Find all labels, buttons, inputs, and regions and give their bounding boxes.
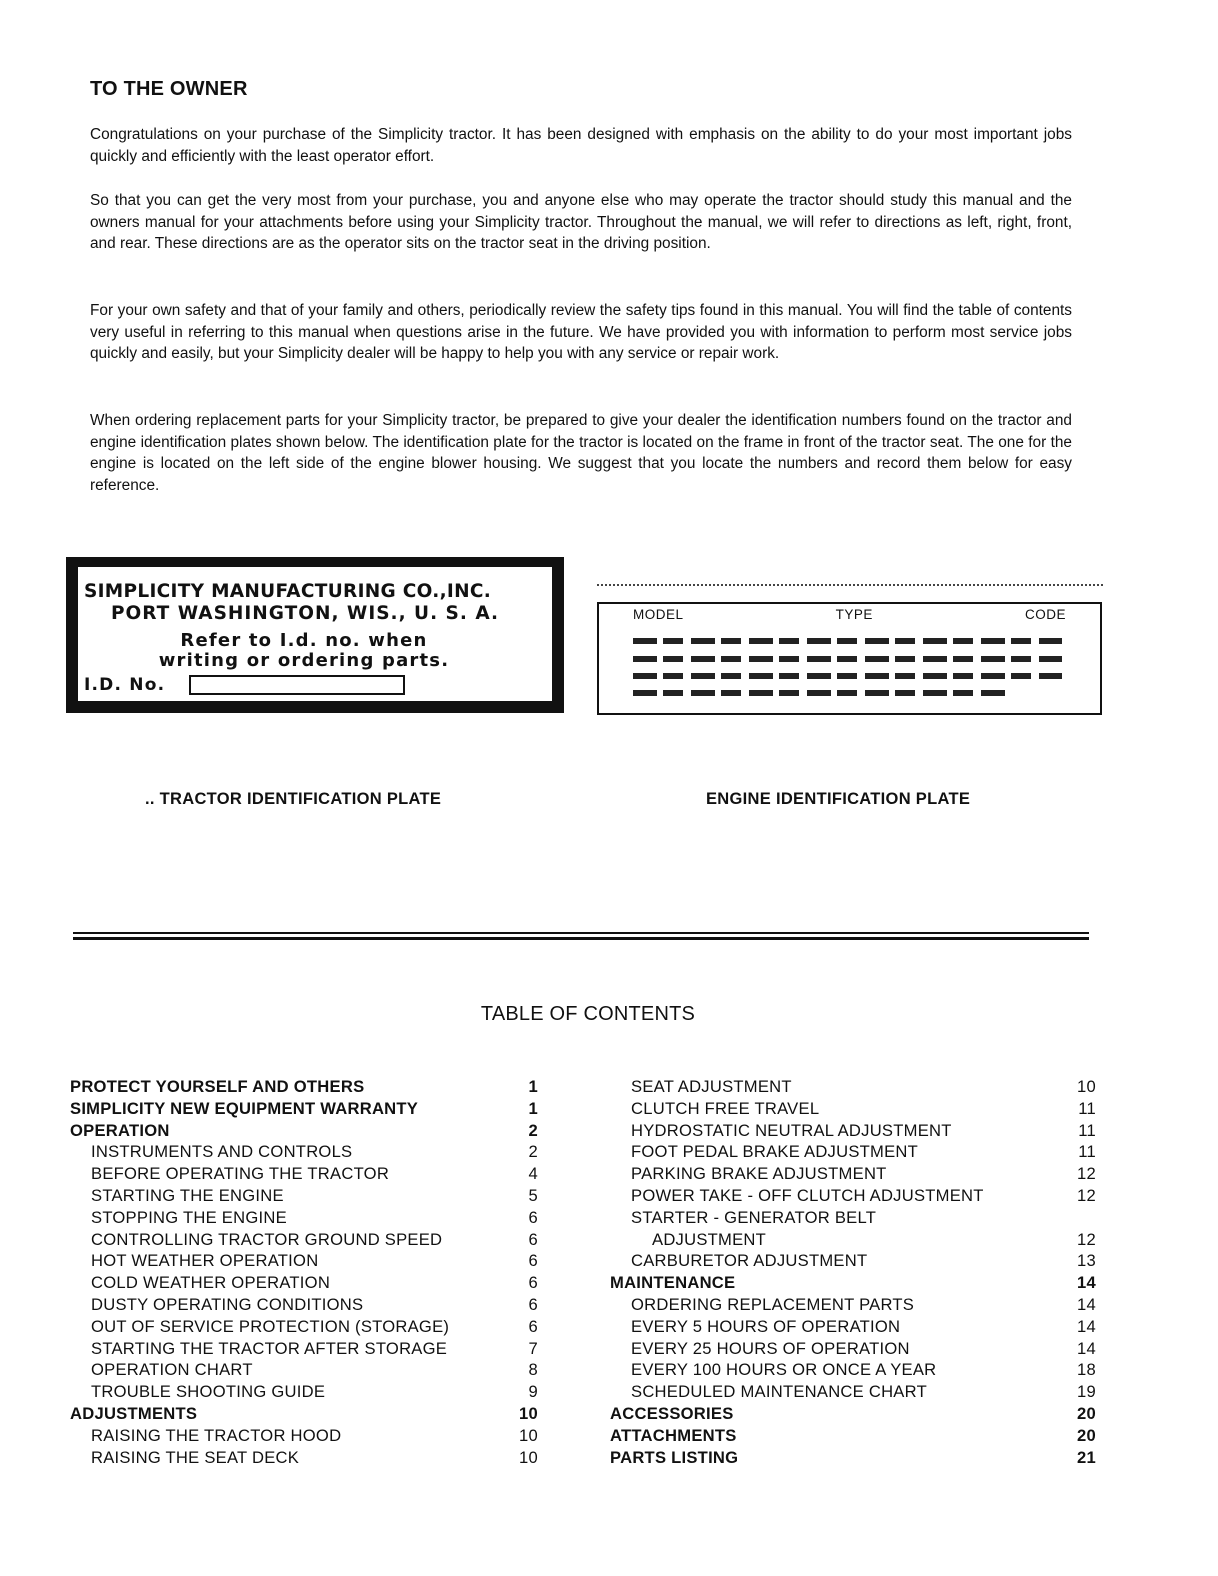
toc-entry-label: STARTING THE TRACTOR AFTER STORAGE [91,1338,448,1358]
toc-entry-page: 8 [528,1360,538,1380]
toc-entry[interactable] [610,1359,1096,1381]
toc-entry-page: 11 [1078,1142,1096,1162]
toc-entry-page: 14 [1077,1294,1096,1314]
toc-entry-page: 20 [1077,1403,1096,1423]
toc-entry[interactable] [70,1163,538,1185]
toc-entry-page: 10 [519,1425,538,1445]
toc-entry[interactable] [70,1425,538,1447]
toc-entry-page: 19 [1077,1382,1096,1402]
toc-entry-page: 14 [1077,1338,1096,1358]
toc-entry-page: 4 [528,1164,538,1184]
toc-entry[interactable] [70,1272,538,1294]
owner-paragraph: So that you can get the very most from your purchase, you and anyone else who may operate the tractor should study this manual and the owners manual for your attachments before using your Simplicity tractor. Throughout the manual, we will refer to directions as left, right, front, and rear. These directions are as the operator sits on the tractor seat in the driving position. [90,192,1072,252]
toc-entry-label: CONTROLLING TRACTOR GROUND SPEED [91,1229,443,1249]
toc-entry-page: 2 [528,1120,538,1140]
owner-paragraph: When ordering replacement parts for your Simplicity tractor, be prepared to give your dealer the identification numbers found on the tractor and engine identification plates shown below. The identification plate for the tractor is located on the frame in front of the tractor seat. The one for the engine is located on the left side of the engine blower housing. We suggest that you locate the numbers and record them below for easy reference. [90,412,1072,494]
owner-heading: TO THE OWNER [90,78,248,100]
toc-entry-label: POWER TAKE - OFF CLUTCH ADJUSTMENT [631,1185,984,1205]
toc-entry-label: ADJUSTMENTS [70,1403,198,1423]
toc-entry-page: 6 [528,1316,538,1336]
toc-entry-label: STOPPING THE ENGINE [91,1207,287,1227]
illegible-plate-text [633,656,1062,662]
toc-entry-page: 14 [1077,1316,1096,1336]
toc-entry-label: SEAT ADJUSTMENT [631,1077,792,1096]
toc-entry-label: CARBURETOR ADJUSTMENT [631,1251,868,1271]
toc-entry[interactable] [70,1403,538,1425]
toc-entry[interactable] [70,1294,538,1316]
toc-entry-label: RAISING THE SEAT DECK [91,1447,300,1467]
toc-entry[interactable] [70,1120,538,1142]
illegible-plate-text [633,690,1010,696]
toc-entry-label: HOT WEATHER OPERATION [91,1251,319,1271]
toc-title: TABLE OF CONTENTS [480,1003,696,1025]
toc-entry-label: HYDROSTATIC NEUTRAL ADJUSTMENT [631,1120,952,1140]
toc-entry-page: 1 [528,1077,538,1096]
toc-entry[interactable] [70,1250,538,1272]
toc-entry[interactable] [610,1207,1096,1229]
toc-entry-page: 2 [528,1142,538,1162]
toc-entry-label: EVERY 5 HOURS OF OPERATION [631,1316,901,1336]
section-divider [73,932,1089,934]
toc-entry-label: OPERATION CHART [91,1360,253,1380]
type-label: TYPE [835,607,873,622]
toc-entry-label: COLD WEATHER OPERATION [91,1273,331,1293]
owner-paragraph: For your own safety and that of your family and others, periodically review the safety tips found in this manual. You will find the table of contents very useful in referring to this manual when questions arise in the future. We have provided you with information to perform most service jobs quickly and easily, but your Simplicity dealer will be happy to help you with any service or repair work. [90,302,1072,362]
toc-right-column [610,1076,1096,1468]
toc-entry-page: 13 [1077,1251,1096,1271]
plate-company-address: PORT WASHINGTON, WIS., U. S. A. [110,603,500,624]
toc-entry-page: 20 [1077,1425,1096,1445]
model-label: MODEL [633,607,684,622]
toc-entry-label: INSTRUMENTS AND CONTROLS [91,1142,353,1162]
toc-entry[interactable] [610,1250,1096,1272]
toc-entry-label: OPERATION [70,1120,170,1140]
toc-entry-label: MAINTENANCE [610,1273,736,1293]
toc-entry-page: 10 [519,1403,538,1423]
toc-entry[interactable] [70,1338,538,1360]
toc-entry[interactable] [610,1185,1096,1207]
toc-entry-page: 21 [1077,1447,1096,1467]
toc-entry[interactable] [610,1447,1096,1469]
tractor-plate-caption: .. TRACTOR IDENTIFICATION PLATE [145,790,442,808]
toc-entry[interactable] [70,1359,538,1381]
toc-entry[interactable] [70,1447,538,1469]
toc-entry-page: 12 [1077,1229,1096,1249]
toc-entry[interactable] [70,1098,538,1120]
toc-entry-page: 18 [1077,1360,1096,1380]
code-label: CODE [1024,607,1066,622]
toc-entry-label: EVERY 100 HOURS OR ONCE A YEAR [631,1360,937,1380]
toc-entry-label: CLUTCH FREE TRAVEL [631,1098,820,1118]
toc-entry[interactable] [70,1185,538,1207]
toc-entry-label: SIMPLICITY NEW EQUIPMENT WARRANTY [70,1098,419,1118]
toc-entry-label: STARTER - GENERATOR BELT [631,1207,877,1227]
toc-entry[interactable] [70,1316,538,1338]
toc-entry-page: 14 [1077,1273,1096,1293]
toc-entry-label: ORDERING REPLACEMENT PARTS [631,1294,915,1314]
toc-entry[interactable] [70,1381,538,1403]
toc-entry-page: 5 [528,1185,538,1205]
toc-entry[interactable] [610,1120,1096,1142]
toc-entry-label: DUSTY OPERATING CONDITIONS [91,1294,364,1314]
toc-entry-label: PROTECT YOURSELF AND OTHERS [70,1077,365,1096]
owner-paragraph: Congratulations on your purchase of the Simplicity tractor. It has been designed with emphasis on the ability to do your most important jobs quickly and efficiently with the least operator effort. [90,126,1072,165]
toc-entry[interactable] [610,1381,1096,1403]
toc-entry-page: 7 [528,1338,538,1358]
toc-entry[interactable] [610,1076,1096,1098]
toc-entry[interactable] [610,1141,1096,1163]
tractor-identification-plate [66,557,564,713]
id-number-label: I.D. No. [84,675,166,695]
section-divider [73,937,1089,940]
toc-entry-page: 11 [1078,1098,1096,1118]
toc-entry-page: 1 [528,1098,538,1118]
toc-entry-page: 6 [528,1273,538,1293]
engine-plate-caption: ENGINE IDENTIFICATION PLATE [706,790,971,808]
toc-entry-page: 6 [528,1207,538,1227]
toc-entry[interactable] [610,1229,1096,1251]
toc-entry-page: 9 [528,1382,538,1402]
toc-entry-label: EVERY 25 HOURS OF OPERATION [631,1338,910,1358]
plate-instruction: writing or ordering parts. [158,650,450,671]
toc-entry[interactable] [610,1338,1096,1360]
toc-entry-page: 12 [1077,1185,1096,1205]
id-number-field[interactable] [189,675,405,695]
plate-instruction: Refer to I.d. no. when [180,630,428,651]
toc-entry-page: 10 [1077,1077,1096,1096]
toc-entry[interactable] [610,1163,1096,1185]
toc-entry[interactable] [70,1207,538,1229]
toc-entry-label: PARKING BRAKE ADJUSTMENT [631,1164,887,1184]
toc-entry-label: BEFORE OPERATING THE TRACTOR [91,1164,390,1184]
toc-entry[interactable] [610,1425,1096,1447]
toc-entry[interactable] [610,1316,1096,1338]
toc-entry-label: RAISING THE TRACTOR HOOD [91,1425,342,1445]
engine-identification-plate [597,602,1102,715]
toc-entry-page: 6 [528,1294,538,1314]
toc-entry-label: STARTING THE ENGINE [91,1185,284,1205]
toc-entry-label: SCHEDULED MAINTENANCE CHART [631,1382,927,1402]
toc-entry-label: FOOT PEDAL BRAKE ADJUSTMENT [631,1142,919,1162]
toc-entry-page: 12 [1077,1164,1096,1184]
plate-company-name: SIMPLICITY MANUFACTURING CO.,INC. [84,581,492,602]
toc-entry-label: TROUBLE SHOOTING GUIDE [91,1382,326,1402]
toc-entry-page: 6 [528,1229,538,1249]
toc-entry-label: PARTS LISTING [610,1447,739,1467]
toc-entry[interactable] [610,1294,1096,1316]
toc-entry[interactable] [70,1141,538,1163]
toc-entry-page: 10 [519,1447,538,1467]
toc-entry-label: ATTACHMENTS [610,1425,737,1445]
engine-plate-dotted-line [597,584,1103,586]
toc-entry[interactable] [70,1076,538,1098]
illegible-plate-text [633,673,1062,679]
toc-entry-page: 6 [528,1251,538,1271]
illegible-plate-text [633,638,1062,644]
toc-entry[interactable] [610,1272,1096,1294]
toc-entry-label: ACCESSORIES [610,1403,734,1423]
toc-entry-label: ADJUSTMENT [652,1229,767,1249]
toc-entry-label: OUT OF SERVICE PROTECTION (STORAGE) [91,1316,450,1336]
toc-entry[interactable] [610,1403,1096,1425]
toc-entry[interactable] [70,1229,538,1251]
toc-entry[interactable] [610,1098,1096,1120]
toc-left-column [70,1076,538,1468]
toc-entry-page: 11 [1078,1120,1096,1140]
